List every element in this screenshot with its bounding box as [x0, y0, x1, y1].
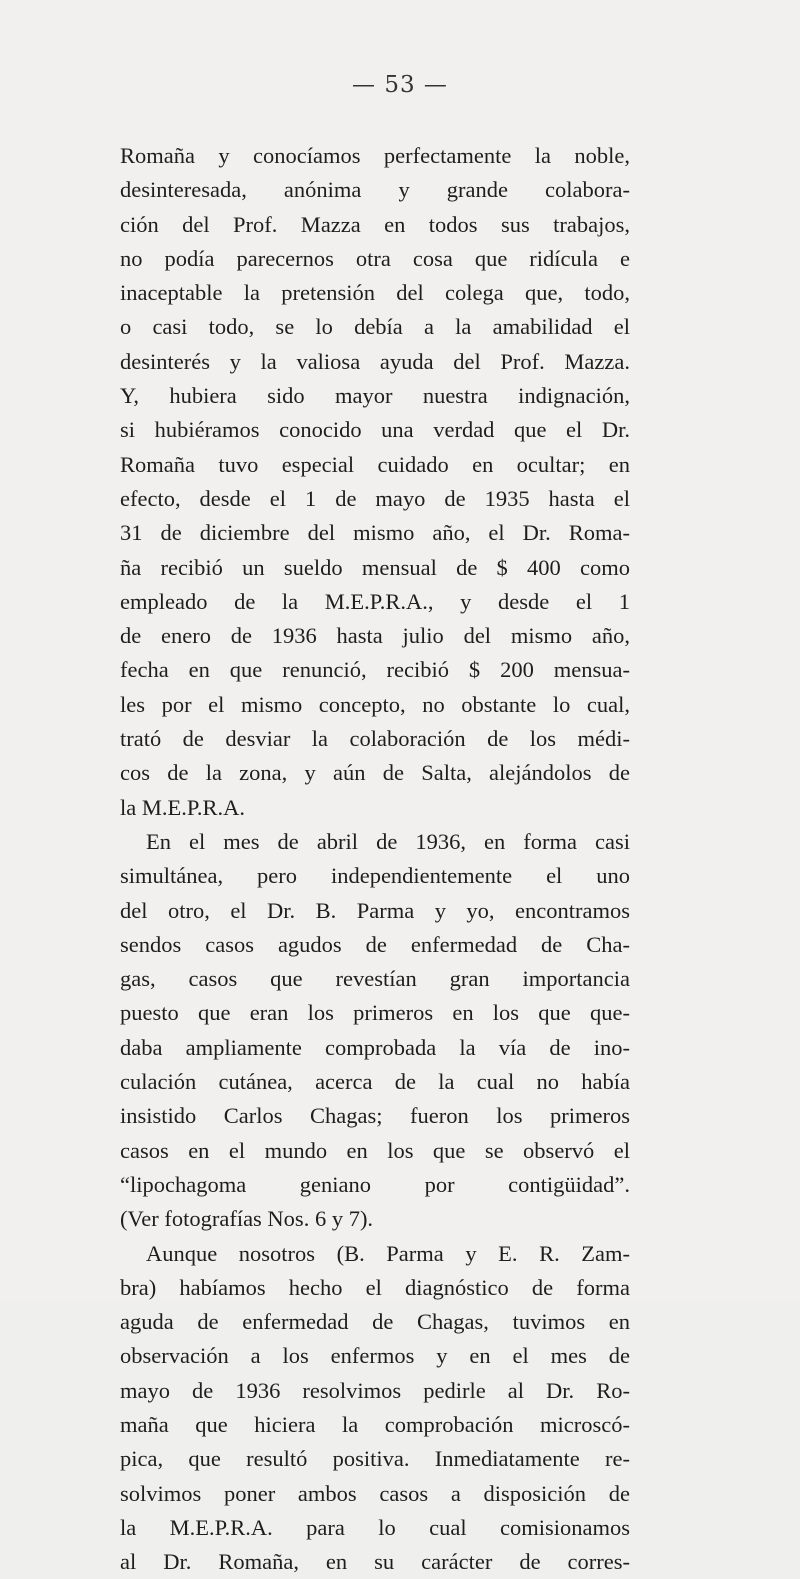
text-line: En el mes de abril de 1936, en forma casi	[146, 828, 630, 854]
text-line: si hubiéramos conocido una verdad que el Dr.	[120, 417, 630, 443]
text-line: (Ver fotografías Nos. 6 y 7).	[120, 1206, 374, 1232]
text-line: sendos casos agudos de enfermedad de Cha-	[120, 931, 630, 957]
text-line: la M.E.P.R.A. para lo cual comisionamos	[120, 1514, 630, 1540]
text-line: gas, casos que revestían gran importancia	[120, 966, 630, 992]
text-line: efecto, desde el 1 de mayo de 1935 hasta el	[120, 485, 630, 511]
text-line: Aunque nosotros (B. Parma y E. R. Zam-	[146, 1240, 630, 1266]
text-line: Romaña y conocíamos perfectamente la noble,	[120, 143, 630, 168]
text-line: observación a los enfermos y en el mes de	[120, 1343, 630, 1369]
text-line: no podía parecernos otra cosa que ridícula e	[120, 245, 630, 271]
text-line: puesto que eran los primeros en los que que-	[120, 1000, 630, 1026]
text-line: maña que hiciera la comprobación microscó-	[120, 1411, 630, 1437]
text-line: insistido Carlos Chagas; fueron los primeros	[120, 1103, 630, 1129]
text-line: desinterés y la valiosa ayuda del Prof. Mazza.	[120, 348, 630, 374]
text-line: fecha en que renunció, recibió $ 200 mensua-	[120, 657, 630, 683]
text-line: ción del Prof. Mazza en todos sus trabajos,	[120, 211, 630, 237]
text-line: al Dr. Romaña, en su carácter de corres-	[120, 1549, 630, 1575]
text-line: solvimos poner ambos casos a disposición de	[120, 1480, 630, 1506]
text-line: Y, hubiera sido mayor nuestra indignación,	[120, 383, 630, 409]
text-line: les por el mismo concepto, no obstante lo cual,	[120, 691, 630, 717]
text-line: pica, que resultó positiva. Inmediatamente re-	[120, 1446, 630, 1472]
body-text	[120, 139, 630, 1579]
text-line: inaceptable la pretensión del colega que, todo,	[120, 280, 630, 306]
text-line: bra) habíamos hecho el diagnóstico de forma	[120, 1274, 630, 1300]
text-line: de enero de 1936 hasta julio del mismo año,	[120, 623, 630, 649]
text-line: 31 de diciembre del mismo año, el Dr. Roma-	[120, 520, 630, 546]
text-line: empleado de la M.E.P.R.A., y desde el 1	[120, 588, 630, 614]
text-line: casos en el mundo en los que se observó el	[120, 1137, 630, 1163]
text-line: o casi todo, se lo debía a la amabilidad el	[120, 314, 630, 340]
text-line: del otro, el Dr. B. Parma y yo, encontramos	[120, 897, 630, 923]
text-line: culación cutánea, acerca de la cual no había	[120, 1069, 630, 1095]
page-number: — 53 —	[352, 72, 448, 98]
text-line: la M.E.P.R.A.	[120, 794, 246, 820]
text-line: Romaña tuvo especial cuidado en ocultar; en	[120, 451, 630, 477]
text-line: ña recibió un sueldo mensual de $ 400 como	[120, 554, 630, 580]
text-line: simultánea, pero independientemente el uno	[120, 863, 630, 889]
text-line: “lipochagoma geniano por contigüidad”.	[120, 1171, 630, 1197]
text-line: desinteresada, anónima y grande colabora-	[120, 177, 630, 203]
text-line: daba ampliamente comprobada la vía de ino-	[120, 1034, 630, 1060]
text-line: mayo de 1936 resolvimos pedirle al Dr. Ro-	[120, 1377, 630, 1403]
text-line: trató de desviar la colaboración de los médi-	[120, 726, 630, 752]
text-line: cos de la zona, y aún de Salta, alejándolos de	[120, 760, 630, 786]
text-line: aguda de enfermedad de Chagas, tuvimos en	[120, 1309, 630, 1335]
